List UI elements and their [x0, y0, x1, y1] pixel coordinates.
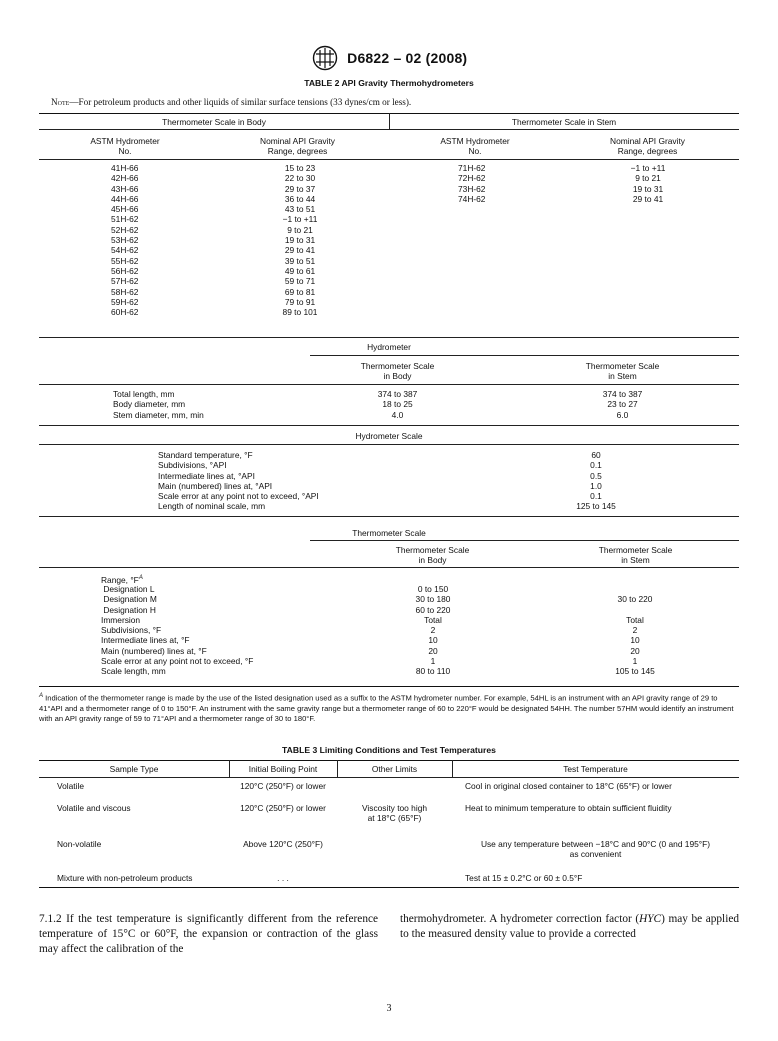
thermometer-stem-values: 30 to 220 Total 2 10 20 1 105 to 145 — [615, 594, 655, 677]
col-header-hydrometer-stem: ASTM Hydrometer No. — [440, 136, 510, 157]
note-label: Note — [51, 97, 70, 107]
hydrometer-scale-labels: Standard temperature, °F Subdivisions, °API Intermediate lines at, °API Main (numbered) lines at, °API Scale error at any point not to exceed, °API Length of nominal scale, mm — [158, 450, 319, 512]
body-right-b: ) may be applied to the measured density value to provide a corrected — [400, 913, 739, 941]
page-header — [0, 45, 778, 71]
divider — [229, 760, 230, 777]
table2-note — [51, 97, 411, 107]
note-text: —For petroleum products and other liquids of similar surface tensions (33 dynes/cm or less). — [69, 97, 412, 107]
divider — [389, 113, 390, 129]
hydrometer-body-values: 374 to 387 18 to 25 4.0 — [377, 389, 418, 420]
col-header-range-body: Nominal API Gravity Range, degrees — [260, 136, 335, 157]
t3-row-ibp: 120°C (250°F) or lower — [240, 781, 326, 791]
rule — [39, 516, 739, 517]
rule — [39, 159, 739, 160]
stem-hydrometer-numbers: 71H-62 72H-62 73H-62 74H-62 — [458, 163, 486, 204]
footnote-text: Indication of the thermometer range is made by the use of the listed designation used as a suffix to the ASTM hydrometer number. For example, 54HL is an instrument with an API gravity range of 29 to 41°API and a thermometer range of 0 to 150°F. An instrument with the same gravity range but a thermometer range of 60 to 220°F would be designated 54HH. The number 57HM would identify an instrument with an API gravity range of 59 to 71°API and a thermometer range of 30 to 180°F. — [39, 693, 734, 723]
group-header-body: Thermometer Scale in Body — [162, 117, 266, 127]
t3-row-sample: Mixture with non-petroleum products — [57, 873, 193, 883]
body-right-em: HYC — [639, 913, 662, 925]
table3-title: TABLE 3 Limiting Conditions and Test Temperatures — [282, 745, 496, 755]
col-header-hydrometer-body: ASTM Hydrometer No. — [90, 136, 160, 157]
t3-row-limits: Viscosity too high at 18°C (65°F) — [361, 803, 428, 823]
rule — [39, 567, 739, 568]
rule — [39, 384, 739, 385]
t3-header-sample: Sample Type — [109, 764, 159, 774]
rule — [39, 686, 739, 687]
rule — [39, 129, 739, 130]
body-paragraph-left: 7.1.2 If the test temperature is significantly different from the reference temperature of 15°C or 60°F, the expansion or contraction of the glass may affect the calibration of the — [39, 913, 378, 956]
thermometer-scale-labels: Designation L Designation M Designation H Immersion Subdivisions, °F Intermediate lines at, °F Main (numbered) lines at, °F Scale error at any point not to exceed, °F Scale length, mm — [101, 584, 254, 677]
t3-row-temp: Test at 15 ± 0.2°C or 60 ± 0.5°F — [465, 873, 583, 883]
hydrometer-labels: Total length, mm Body diameter, mm Stem diameter, mm, min — [113, 389, 204, 420]
t3-header-temp: Test Temperature — [563, 764, 628, 774]
page-number: 3 — [386, 1003, 392, 1014]
t3-row-sample: Volatile — [57, 781, 85, 791]
range-footnote-marker: A — [138, 575, 143, 581]
document-designation: D6822 – 02 (2008) — [347, 50, 468, 66]
t3-header-limits: Other Limits — [371, 764, 418, 774]
divider — [337, 760, 338, 777]
t3-row-temp: Cool in original closed container to 18°C (65°F) or lower — [465, 781, 672, 791]
thermometer-col-body: Thermometer Scale in Body — [395, 545, 470, 566]
rule — [39, 760, 739, 761]
body-hydrometer-numbers: 41H-66 42H-66 43H-66 44H-66 45H-66 51H-62 52H-62 53H-62 54H-62 55H-62 56H-62 57H-62 58H-62 59H-62 60H-62 — [111, 163, 139, 318]
hydrometer-heading: Hydrometer — [367, 342, 411, 352]
body-right-a: thermohydrometer. A hydrometer correction factor ( — [400, 913, 640, 925]
t3-row-sample: Non-volatile — [57, 839, 102, 849]
footnote-marker: A — [39, 693, 44, 699]
body-paragraph-right — [400, 912, 739, 942]
hydrometer-scale-heading: Hydrometer Scale — [355, 431, 423, 441]
astm-logo-icon — [311, 45, 339, 71]
thermometer-col-stem: Thermometer Scale in Stem — [598, 545, 673, 566]
group-header-stem: Thermometer Scale in Stem — [511, 117, 617, 127]
hydrometer-col-body: Thermometer Scale in Body — [360, 361, 435, 382]
t3-row-ibp: . . . — [277, 873, 289, 883]
table2-title: TABLE 2 API Gravity Thermohydrometers — [304, 78, 474, 88]
t3-row-ibp: Above 120°C (250°F) — [243, 839, 323, 849]
divider — [452, 760, 453, 777]
stem-gravity-ranges: −1 to +11 9 to 21 19 to 31 29 to 41 — [630, 163, 666, 204]
t3-row-ibp: 120°C (250°F) or lower — [240, 803, 326, 813]
t3-header-ibp: Initial Boiling Point — [248, 764, 318, 774]
rule — [39, 425, 739, 426]
rule — [310, 540, 739, 541]
rule — [310, 355, 739, 356]
thermometer-body-values: 0 to 150 30 to 180 60 to 220 Total 2 10 20 1 80 to 110 — [415, 584, 451, 677]
t3-row-temp: Heat to minimum temperature to obtain sufficient fluidity — [465, 803, 672, 813]
hydrometer-stem-values: 374 to 387 23 to 27 6.0 — [602, 389, 643, 420]
t3-row-temp: Use any temperature between −18°C and 90°C (0 and 195°F) as convenient — [480, 839, 711, 859]
t3-row-sample: Volatile and viscous — [57, 803, 131, 813]
col-header-range-stem: Nominal API Gravity Range, degrees — [610, 136, 685, 157]
rule — [39, 887, 739, 888]
rule — [39, 444, 739, 445]
body-gravity-ranges: 15 to 23 22 to 30 29 to 37 36 to 44 43 to 51 −1 to +11 9 to 21 19 to 31 29 to 41 39 to 51 49 to 61 59 to 71 69 to 81 79 to 91 89 to 101 — [282, 163, 318, 318]
thermometer-scale-heading: Thermometer Scale — [352, 528, 426, 538]
rule — [39, 337, 739, 338]
range-label-text: Range, °F — [101, 574, 139, 585]
hydrometer-scale-values: 60 0.1 0.5 1.0 0.1 125 to 145 — [576, 450, 616, 512]
rule — [39, 777, 739, 778]
table2-footnote — [39, 691, 739, 724]
hydrometer-col-stem: Thermometer Scale in Stem — [585, 361, 660, 382]
